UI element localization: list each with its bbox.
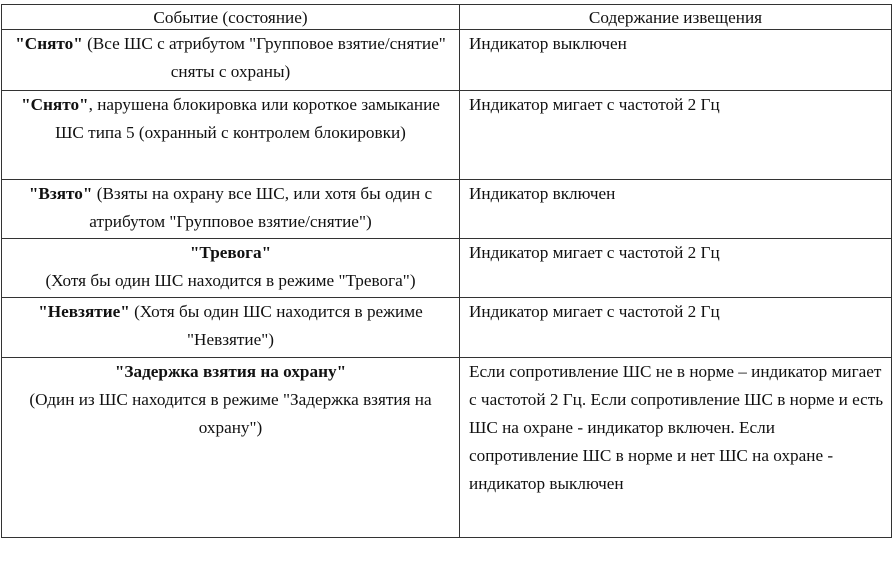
notification-table: [1, 4, 892, 538]
event-cell: [2, 30, 460, 91]
event-state: "Взято": [28, 184, 93, 203]
event-description: (Один из ШС находится в режиме "Задержка взятия на охрану"): [29, 390, 432, 437]
table-row: [2, 298, 892, 358]
header-event: Событие (состояние): [2, 5, 460, 30]
notice-cell: Индикатор выключен: [460, 30, 892, 91]
event-state: "Снято": [15, 34, 83, 53]
event-state: "Тревога": [189, 243, 272, 262]
event-state: "Невзятие": [38, 302, 130, 321]
event-cell: [2, 298, 460, 358]
table-header-row: [2, 5, 892, 30]
table-row: [2, 358, 892, 538]
event-description: , нарушена блокировка или короткое замыкание ШС типа 5 (охранный с контролем блокировки): [55, 95, 440, 142]
table-row: [2, 91, 892, 180]
notice-cell: Если сопротивление ШС не в норме – индикатор мигает с частотой 2 Гц. Если сопротивление ШС в норме и есть ШС на охране - индикатор включен. Если сопротивление ШС в норме и нет ШС на охране - индикатор выключен: [460, 358, 892, 538]
event-description: (Взяты на охрану все ШС, или хотя бы один с атрибутом "Групповое взятие/снятие"): [89, 184, 433, 231]
event-state: "Задержка взятия на охрану": [114, 362, 347, 381]
event-cell: [2, 91, 460, 180]
event-cell: [2, 239, 460, 298]
event-cell: [2, 180, 460, 239]
event-description: (Хотя бы один ШС находится в режиме "Тревога"): [45, 271, 416, 290]
event-cell: [2, 358, 460, 538]
notice-cell: Индикатор мигает с частотой 2 Гц: [460, 91, 892, 180]
notice-cell: Индикатор мигает с частотой 2 Гц: [460, 298, 892, 358]
event-state: "Снято": [21, 95, 89, 114]
header-notice: Содержание извещения: [460, 5, 892, 30]
event-description: (Хотя бы один ШС находится в режиме "Невзятие"): [129, 302, 423, 349]
notice-cell: Индикатор включен: [460, 180, 892, 239]
table-row: [2, 239, 892, 298]
event-description: (Все ШС с атрибутом "Групповое взятие/снятие" сняты с охраны): [82, 34, 446, 81]
table-row: [2, 30, 892, 91]
notice-cell: Индикатор мигает с частотой 2 Гц: [460, 239, 892, 298]
table-row: [2, 180, 892, 239]
